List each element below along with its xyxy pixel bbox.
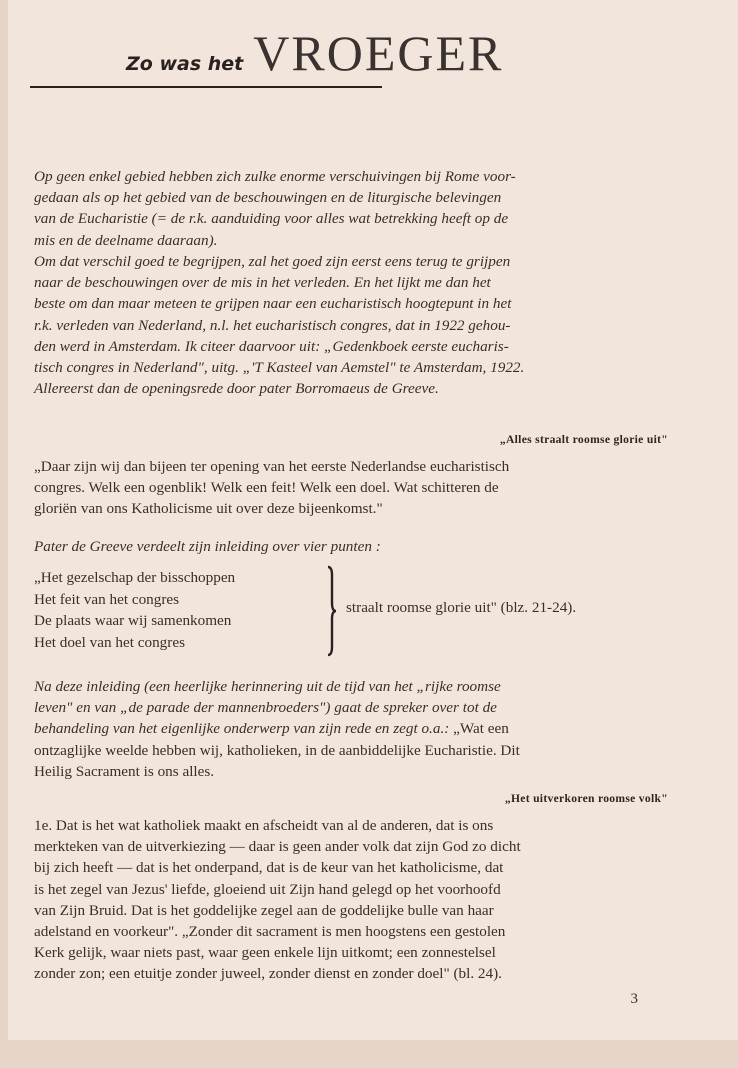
text-line: Heilig Sacrament is ons alles. — [34, 762, 215, 780]
text-line: adelstand en voorkeur". „Zonder dit sacrament is men hoogstens een gestolen — [34, 923, 506, 941]
quote-paragraph-1 — [34, 456, 654, 520]
paragraph-3 — [34, 676, 654, 782]
text-line: Allereerst dan de openingsrede door pater Borromaeus de Greeve. — [34, 380, 439, 398]
points-intro: Pater de Greeve verdeelt zijn inleiding over vier punten : — [34, 538, 381, 555]
text-line: merkteken van de uitverkiezing — daar is geen ander volk dat zijn God zo dicht — [34, 838, 521, 856]
intro-paragraph-1 — [34, 166, 654, 251]
text-line: r.k. verleden van Nederland, n.l. het eucharistisch congres, dat in 1922 gehou- — [34, 316, 511, 334]
text-line: gedaan als op het gebied van de beschouwingen en de liturgische belevingen — [34, 189, 502, 207]
section-heading-2: „Het uitverkoren roomse volk" — [504, 792, 668, 805]
points-conclusion: straalt roomse glorie uit" (blz. 21-24). — [346, 599, 577, 616]
title-underline — [30, 86, 382, 88]
text-line: 1e. Dat is het wat katholiek maakt en afscheidt van al de anderen, dat is ons — [34, 817, 494, 834]
list-item: Het feit van het congres — [34, 590, 180, 608]
curly-brace-icon — [324, 565, 338, 657]
text-line: leven" en van „de parade der mannenbroeders") gaat de spreker over tot de — [34, 699, 497, 717]
page-bottom-edge — [0, 1040, 738, 1068]
list-item: Het doel van het congres — [34, 633, 185, 651]
text-line: Na deze inleiding (een heerlijke herinnering uit de tijd van het „rijke roomse — [34, 678, 501, 695]
text-line: mis en de deelname daaraan). — [34, 231, 218, 249]
text-line: behandeling van het eigenlijke onderwerp van zijn rede en zegt o.a.: — [34, 720, 450, 738]
title-small-text: Zo was het — [126, 53, 244, 75]
text-line: zonder zon; een etuitje zonder juweel, zonder dienst en zonder doel" (bl. 24). — [34, 965, 502, 983]
text-line: is het zegel van Jezus' liefde, gloeiend uit Zijn hand gelegd op het voorhoofd — [34, 880, 501, 898]
text-line: van Zijn Bruid. Dat is het goddelijke zegel aan de goddelijke bulle van haar — [34, 901, 494, 919]
text-line: Om dat verschil goed te begrijpen, zal het goed zijn eerst eens terug te grijpen — [34, 253, 511, 270]
text-line: den werd in Amsterdam. Ik citeer daarvoor uit: „Gedenkboek eerste eucharis- — [34, 337, 509, 355]
text-line: van de Eucharistie (= de r.k. aanduiding voor alles wat betrekking heeft op de — [34, 210, 509, 228]
text-line: ontzaglijke weelde hebben wij, katholieken, in de aanbiddelijke Eucharistie. Dit — [34, 741, 520, 759]
title-large-text: VROEGER — [253, 25, 504, 81]
text-line: congres. Welk een ogenblik! Welk een feit! Welk een doel. Wat schitteren de — [34, 479, 499, 497]
points-list — [34, 567, 314, 653]
quote-paragraph-2 — [34, 815, 654, 985]
section-heading-1: „Alles straalt roomse glorie uit" — [499, 433, 668, 446]
text-line: Kerk gelijk, waar niets past, waar geen enkele lijn uitkomt; een zonnestelsel — [34, 944, 496, 962]
list-item: De plaats waar wij samenkomen — [34, 612, 232, 629]
text-line: naar de beschouwingen over de mis in het verleden. En het lijkt me dan het — [34, 274, 491, 292]
text-line: „Wat een — [453, 720, 509, 738]
list-item: „Het gezelschap der bisschoppen — [34, 569, 236, 586]
document-page — [8, 0, 730, 1040]
text-line: „Daar zijn wij dan bijeen ter opening van het eerste Nederlandse eucharistisch — [34, 458, 510, 475]
page-left-edge — [0, 0, 8, 1068]
text-line: Op geen enkel gebied hebben zich zulke enorme verschuivingen bij Rome voor- — [34, 168, 516, 185]
text-line: beste om dan maar meteen te grijpen naar een eucharistisch hoogtepunt in het — [34, 295, 512, 313]
text-line: bij zich heeft — dat is het onderpand, dat is de keur van het katholicisme, dat — [34, 859, 504, 877]
text-line: tisch congres in Nederland", uitg. „'T Kasteel van Aemstel" te Amsterdam, 1922. — [34, 359, 525, 377]
page-number: 3 — [630, 991, 638, 1007]
page-title — [126, 24, 503, 82]
text-line: gloriën van ons Katholicisme uit over deze bijeenkomst." — [34, 500, 383, 518]
intro-paragraph-2 — [34, 251, 654, 399]
